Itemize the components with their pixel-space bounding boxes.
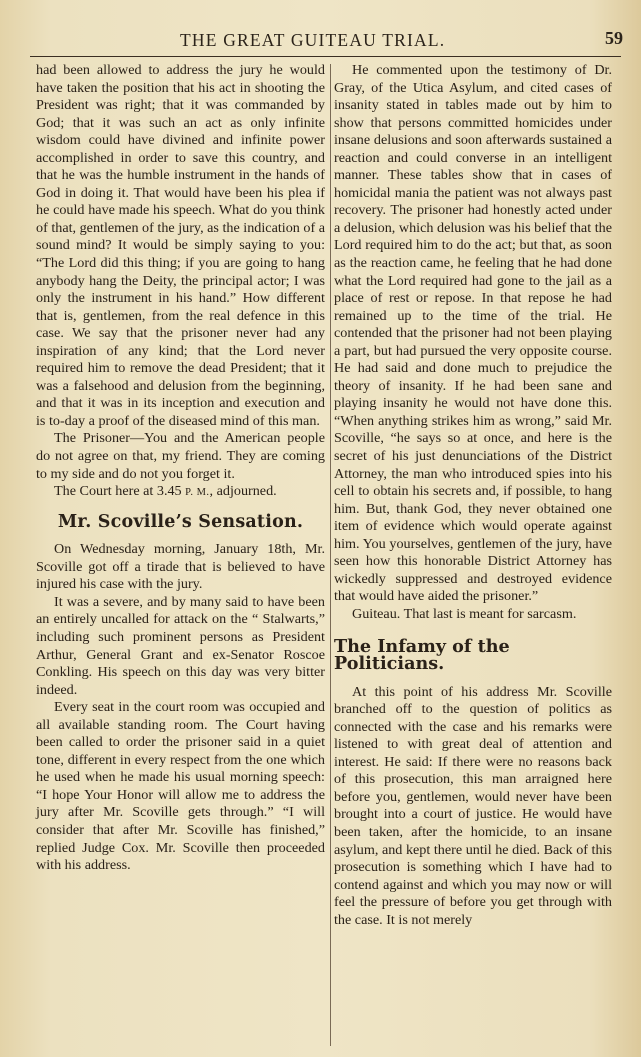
paragraph: He commented upon the testimony of Dr. Gray, of the Utica Asylum, and cited cases of insanity stated in tables made out by him to show that persons committed homicides under insane delusions and soon afterwards sustained a reaction and could converse in an intelligent manner. These tables show that in cases of homicidal mania the patient was not always past recovery. The prisoner had honestly acted under a delusion, which delusion was his belief that the Lord required him to do the act; but that, as soon as the reaction came, he feeling that he had done what the Lord required had gone to the jail as a place of rest or repose. In that repose he had remained up to the time of the trial. He contended that the prisoner had not been playing a part, but had pursued the very opposite course. He had said and done much to prejudice the theory of insanity. If he had been sane and playing insanity he would not have done this. “When anything strikes him as wrong,” said Mr. Scoville, “he says so at once, and here is the secret of his just denunciations of the District Attorney, the man who introduced spies into his cell to obtain his secrets and, if possible, to hang him. But, thank God, they never obtained one item of evidence which would operate against him. You yourselves, gentlemen of the jury, have seen how this honorable District Attorney has wickedly suppressed and destroyed evidence that would have aided the prisoner.”	[334, 62, 612, 605]
time-pm: P. M.	[185, 487, 210, 499]
page-header	[30, 28, 621, 57]
paragraph: The Prisoner—You and the American people do not agree on that, my friend. They are coming to my side and do not you forget it.	[36, 430, 325, 482]
paragraph: On Wednesday morning, January 18th, Mr. Scoville got off a tirade that is believed to have injured his case with the jury.	[36, 541, 325, 593]
adjournment-text-end: , adjourned.	[209, 483, 277, 500]
page-number: 59	[605, 28, 623, 48]
left-column	[36, 62, 325, 1045]
paragraph: It was a severe, and by many said to have been an entirely uncalled for attack on the “ Stalwarts,” including such prominent persons as President Arthur, General Grant and ex-Senator Roscoe Conkling. His speech on this day was very bitter indeed.	[36, 593, 325, 698]
paragraph: At this point of his address Mr. Scoville branched off to the question of politics as connected with the case and his remarks were listened to with great deal of attention and interest. He said: If there were no reasons back of this prosecution, this man arraigned here before you, gentlemen, would never have been brought into a court of justice. He would have been taken, after the homicide, to an insane asylum, and kept there until he died. Back of this prosecution is something which I have had to contend against and which you may now or will feel the pressure of before you get through with the case. It is not merely	[334, 683, 612, 928]
paragraph: had been allowed to address the jury he would have taken the position that his act in shooting the President was right; that it was commanded by God; that it was such an act as only infinite wisdom could have divined and infinite power accomplished in order to save this country, and that he was the humble instrument in the hands of God in doing it. That would have been his plea if he could have made his speech. What do you think of that, gentlemen of the jury, as the indication of a sound mind? It would be simply saying to you: “The Lord did this thing; if you are going to hang anybody hang the Deity, the principal actor; I was only the instrument in his hand.” How different that is, gentlemen, from the real defence in this case. We say that the prisoner never had any inspiration of any kind; that the Lord never required him to remove the dead President; that it was a falsehood and delusion from the beginning, and that it was in its inception and execution and is to-day a proof of the diseased mind of this man.	[36, 62, 325, 429]
paragraph: Guiteau. That last is meant for sarcasm.	[352, 605, 577, 622]
adjournment-text: The Court here at 3.45	[54, 483, 186, 500]
section-heading: The Infamy of the Politicians.	[334, 635, 510, 675]
adjournment-line	[36, 483, 325, 502]
section-heading: Mr. Scoville’s Sensation.	[57, 511, 304, 532]
paragraph: Every seat in the court room was occupied and all available standing room. The Court having been called to order the prisoner said in a quiet tone, different in every respect from the one which he used when he made his usual morning speech: “I hope Your Honor will allow me to address the jury after Mr. Scoville gets through.” “I will consider that after Mr. Scoville has finished,” replied Judge Cox. Mr. Scoville then proceeded with his address.	[36, 699, 325, 874]
column-divider	[330, 64, 331, 1046]
right-column	[334, 62, 612, 1045]
running-title: THE GREAT GUITEAU TRIAL.	[180, 30, 446, 50]
